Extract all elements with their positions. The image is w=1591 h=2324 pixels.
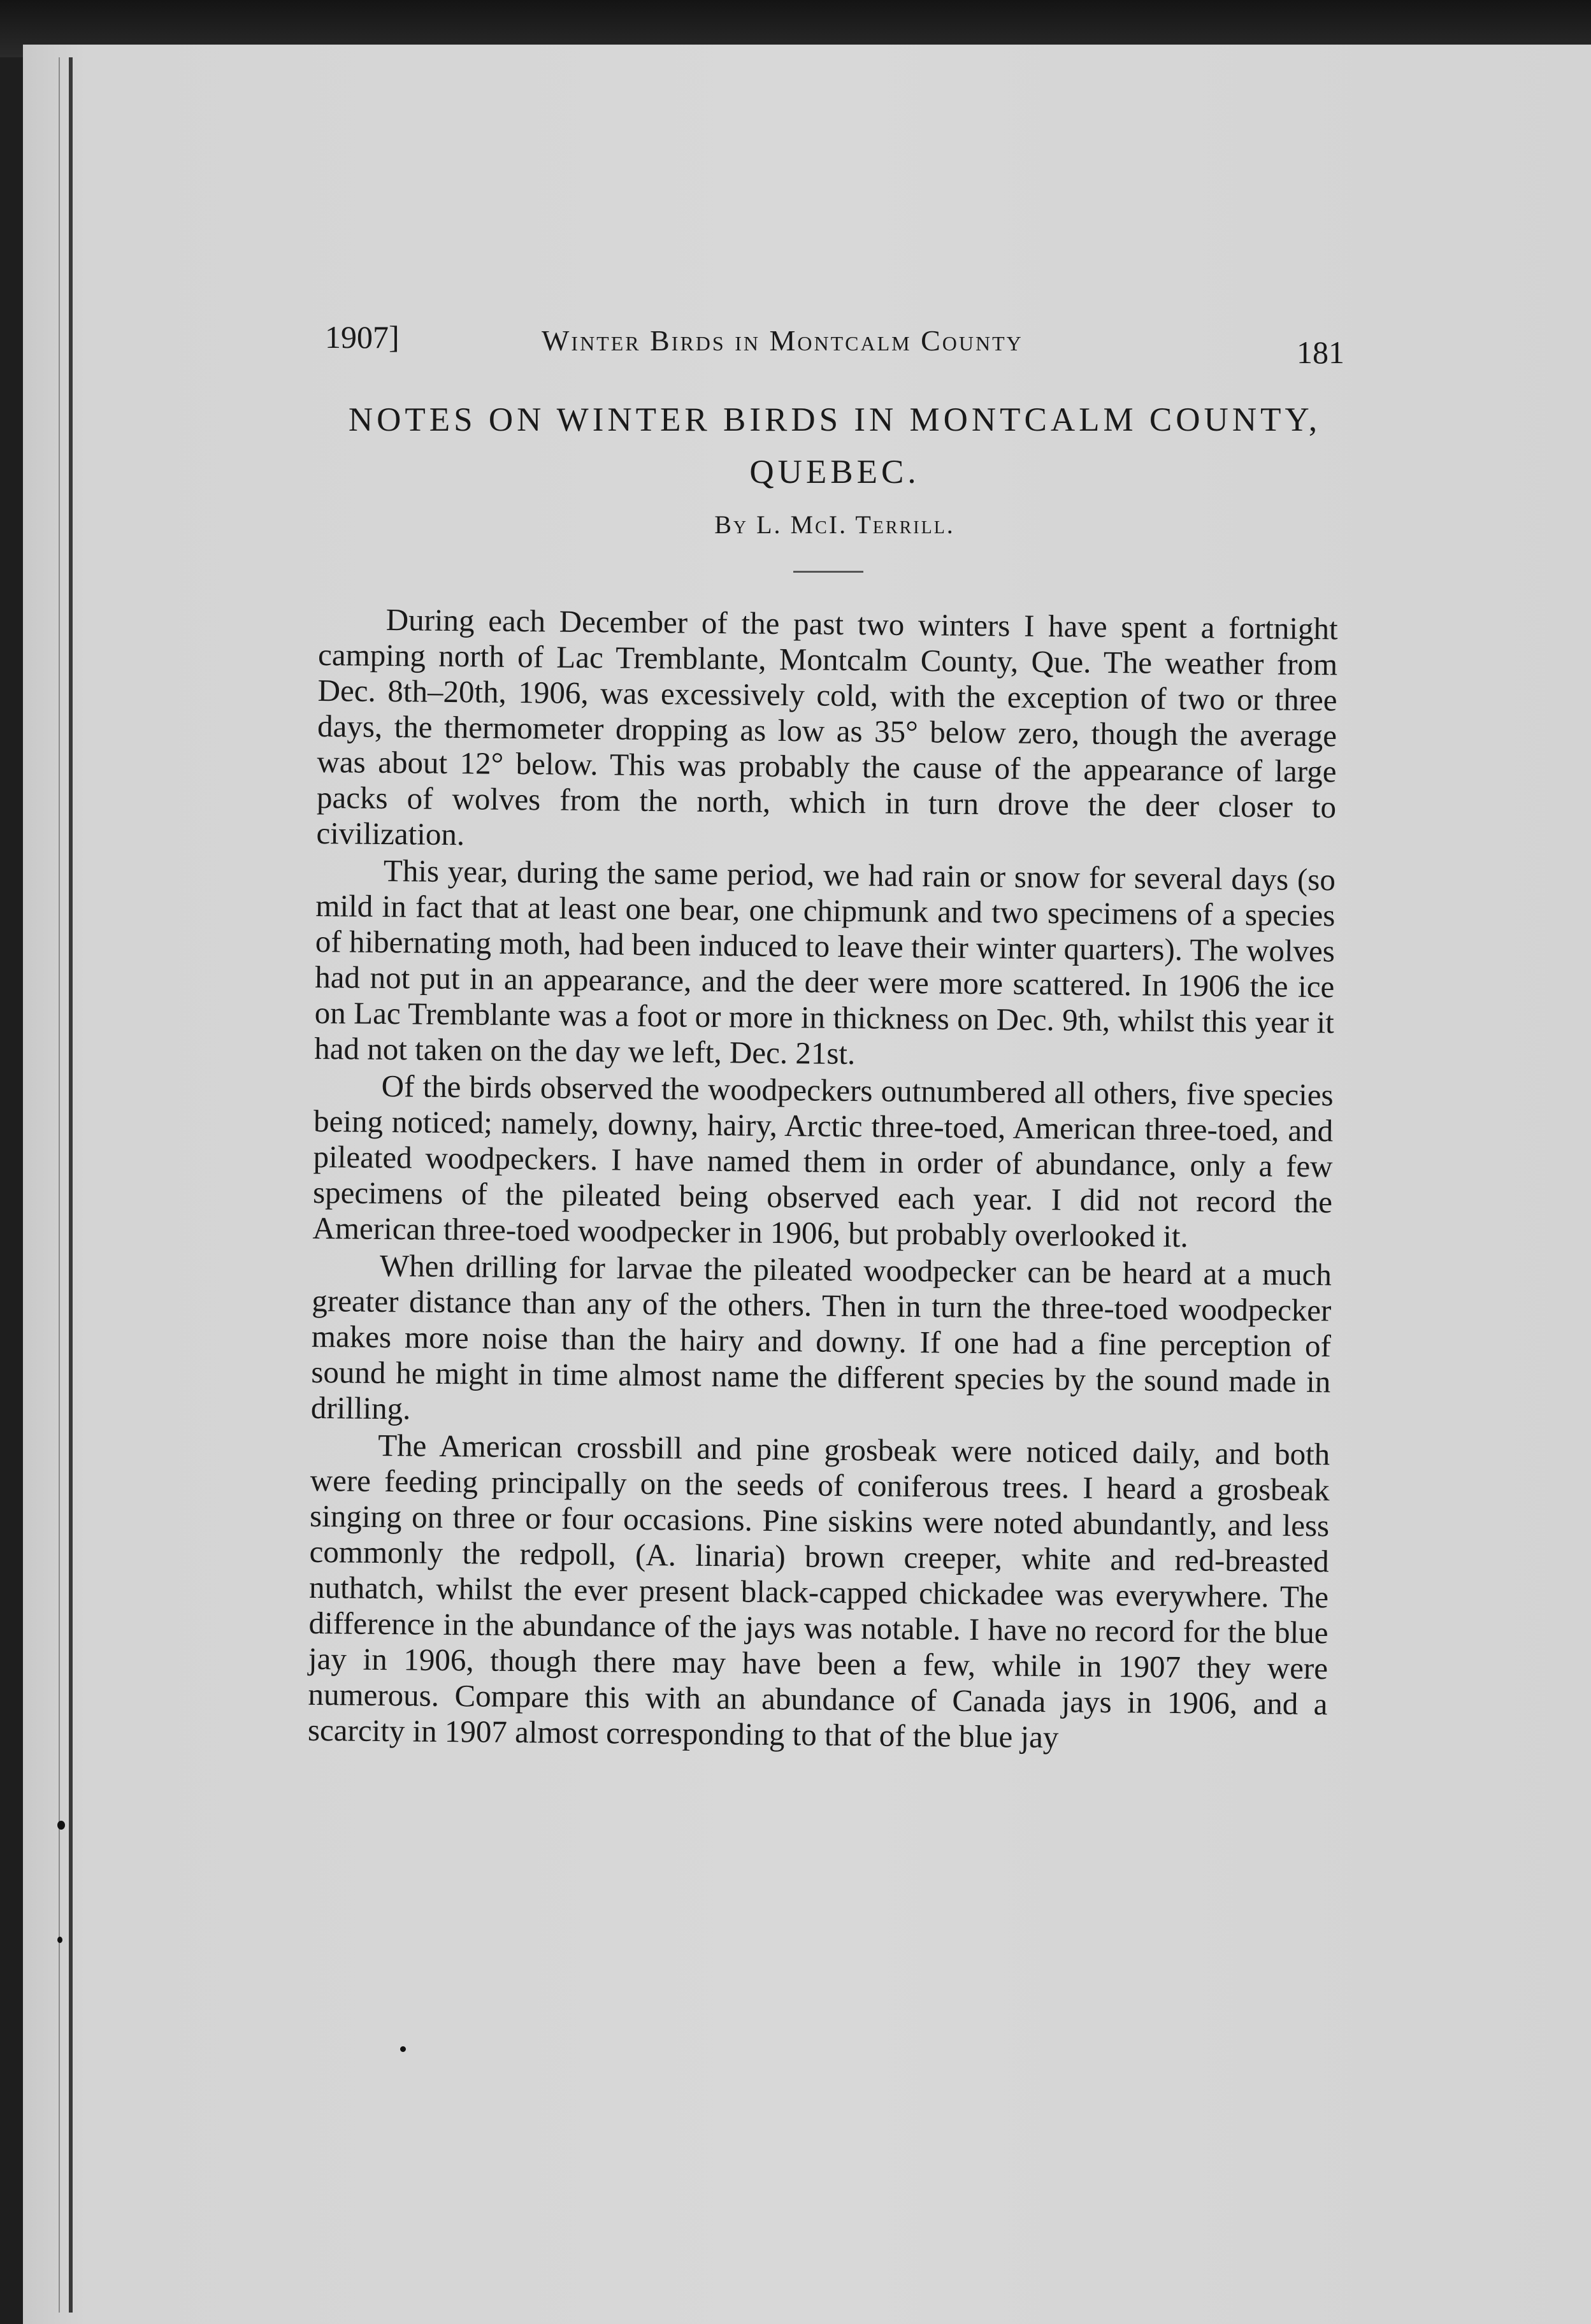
paragraph-2: This year, during the same period, we had rain or snow for several days (so mild in fact that at least one bear, one chipmunk and two specimens of a species of hibernating moth, had been induced to leave their winter quarters). The wolves had not put in an appearance, and the deer were more scattered. In 1906 the ice on Lac Tremblante was a foot or more in thickness on Dec. 9th, whilst this year it had not taken on the day we left, Dec. 21st. [314,852,1336,1072]
scan-speck [400,2046,406,2052]
title-divider [793,571,863,573]
scan-speck [57,1937,62,1943]
running-head-title: Winter Birds in Montcalm County [542,324,1023,357]
paragraph-4: When drilling for larvae the pileated woodpecker can be heard at a much greater distance than any of the others. Then in turn the three-toed woodpecker makes more noise than the hairy and downy. If one had a fine perception of sound he might in time almost name the different species by the sound made in drilling. [310,1247,1332,1426]
page-number: 181 [1297,334,1344,370]
gutter-rule [69,57,73,2313]
article-body [308,601,1338,1758]
article-byline: By L. McI. Terrill. [714,510,955,539]
article-title-line-1: NOTES ON WINTER BIRDS IN MONTCALM COUNTY, [348,401,1321,438]
article-title [319,394,1351,498]
scan-speck [57,1821,65,1830]
gutter-edge [59,57,60,2313]
paragraph-5: The American crossbill and pine grosbeak were noticed daily, and both were feeding principally on the seeds of coniferous trees. I heard a grosbeak singing on three or four occasions. Pine siskins were noted abundantly, and less commonly the redpoll, (A. linaria) brown creeper, white and red-breasted nuthatch, whilst the ever present black-capped chickadee was everywhere. The difference in the abundance of the jays was notable. I have no record for the blue jay in 1906, though there may have been a few, while in 1907 they were numerous. Compare this with an abundance of Canada jays in 1906, and a scarcity in 1907 almost corresponding to that of the blue jay [307,1427,1330,1755]
article-title-line-2: QUEBEC. [749,454,920,491]
paragraph-3: Of the birds observed the woodpeckers outnumbered all others, five species being noticed; namely, downy, hairy, Arctic three-toed, American three-toed, and pileated woodpeckers. I have named them in order of abundance, only a few specimens of the pileated being observed each year. I did not record the American three-toed woodpecker in 1906, but probably overlooked it. [312,1068,1334,1254]
running-head [325,319,1344,369]
running-head-year: 1907] [325,319,400,355]
paragraph-1: During each December of the past two winters I have spent a fortnight camping north of Lac Tremblante, Montcalm County, Que. The weather from Dec. 8th–20th, 1906, was excessively cold, with the exception of two or three days, the thermometer dropping as low as 35° below zero, though the average was about 12° below. This was probably the cause of the appearance of large packs of wolves from the north, which in turn drove the deer closer to civilization. [316,602,1338,852]
